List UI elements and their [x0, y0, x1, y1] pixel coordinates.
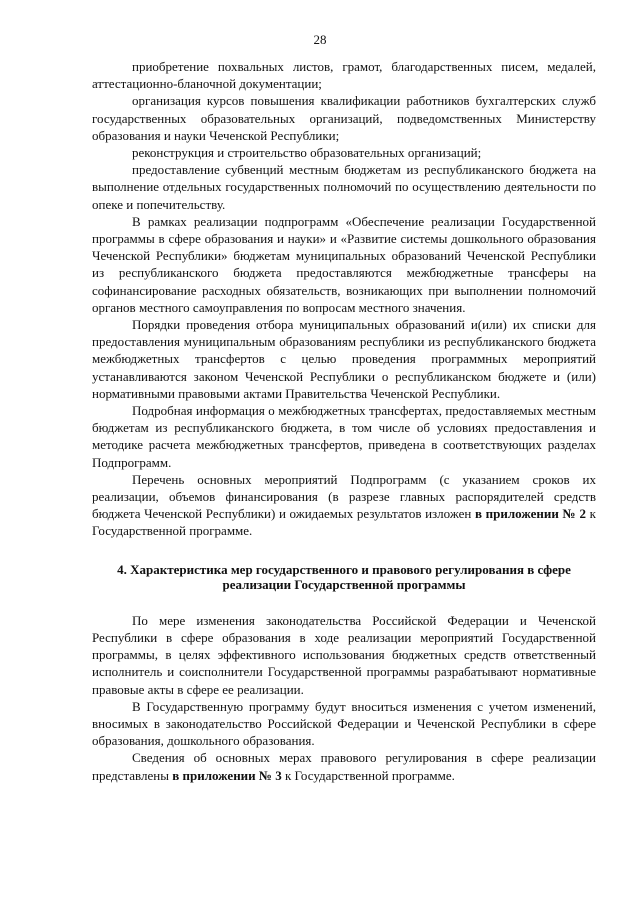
paragraph-legislation-changes: По мере изменения законодательства Российской Федерации и Чеченской Республики в сфере образования в ходе реализации мероприятий Государственной программы, в целях эффективного использования бюджетных средств ответственный исполнитель и соисполнители Государственной программы разрабатывают нормативные правовые акты в сфере ее реализации. [92, 612, 596, 697]
paragraph-awards: приобретение похвальных листов, грамот, благодарственных писем, медалей, аттестационно-бланочной документации; [92, 59, 596, 92]
annex-2-tail: к Государственной программе. [92, 506, 596, 539]
page-content [92, 58, 596, 784]
paragraph-reconstruction: реконструкция и строительство образовательных организаций; [132, 145, 482, 161]
paragraph-program-amendments: В Государственную программу будут вноситься изменения с учетом изменений, вносимых в законодательство Российской Федерации и Чеченской Республики в сфере образования, дошкольного образования. [92, 698, 596, 749]
annex-3-text: Сведения об основных мерах правового регулирования в сфере реализации представлены [92, 750, 596, 783]
paragraph-selection-procedure: Порядки проведения отбора муниципальных образований и(или) их списки для предоставления муниципальным образованиям республики из республиканского бюджета межбюджетных трансфертов с целью проведения программных мероприятий устанавливаются законом Чеченской Республики о республиканском бюджете и (или) нормативными правовыми актами Правительства Чеченской Республики. [92, 317, 596, 401]
page-number: 28 [313, 32, 327, 47]
paragraph-annex-2 [92, 471, 596, 540]
annex-3-reference: в приложении № 3 [172, 767, 282, 783]
paragraph-subprograms: В рамках реализации подпрограмм «Обеспечение реализации Государственной программы в сфере образования и науки» и «Развитие системы дошкольного образования Чеченской Республики» бюджетам муниципальных образований Чеченской Республики из республиканского бюджета предоставляются межбюджетные трансферы на софинансирование расходных обязательств, возникающих при выполнении полномочий органов местного самоуправления по вопросам местного значения. [92, 213, 596, 315]
paragraph-annex-3 [92, 749, 596, 783]
annex-2-reference: в приложении № 2 [475, 506, 587, 522]
paragraph-subventions: предоставление субвенций местным бюджетам из республиканского бюджета на выполнение отдельных государственных полномочий по осуществлению деятельности по опеке и попечительству. [92, 162, 596, 212]
section-heading: 4. Характеристика мер государственного и правового регулирования в сфере реализации Государственной программы [117, 561, 571, 592]
annex-3-tail: к Государственной программе. [281, 767, 455, 783]
annex-2-text: Перечень основных мероприятий Подпрограмм (с указанием сроков их реализации, объемов финансирования (в разрезе главных распорядителей средств бюджета Чеченской Республики) и ожидаемых результатов изложен [92, 471, 596, 522]
paragraph-transfer-details: Подробная информация о межбюджетных трансфертах, предоставляемых местным бюджетам из республиканского бюджета, в том числе об условиях предоставления и методике расчета межбюджетных трансфертов, приведена в соответствующих разделах Подпрограмм. [92, 403, 596, 470]
paragraph-accountant-courses: организация курсов повышения квалификации работников бухгалтерских служб государственных образовательных организаций, подведомственных Министерству образования и науки Чеченской Республики; [92, 93, 596, 143]
